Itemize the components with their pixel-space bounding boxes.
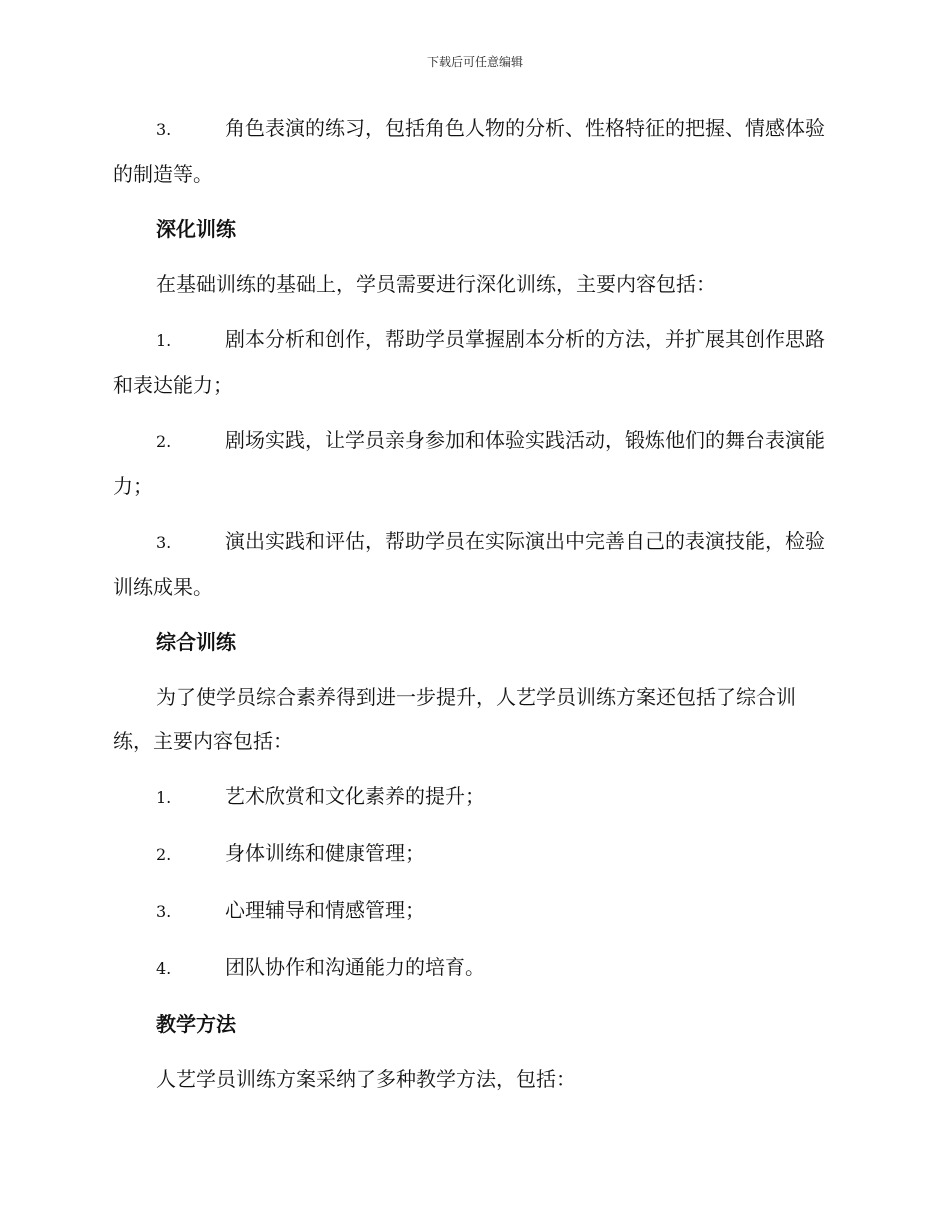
list-number: 3.	[156, 120, 172, 139]
page-header: 下载后可任意编辑	[426, 55, 523, 69]
section-heading: 深化训练	[156, 217, 236, 241]
list-item	[0, 317, 950, 407]
list-item	[0, 418, 950, 508]
list-item	[0, 519, 950, 609]
document-body	[0, 106, 950, 1112]
list-number: 1.	[156, 788, 172, 807]
list-text: 演出实践和评估，帮助学员在实际演出中完善自己的表演技能，检验训练成果。	[113, 529, 825, 599]
list-text: 角色表演的练习，包括角色人物的分析、性格特征的把握、情感体验的制造等。	[113, 116, 825, 186]
section-heading: 综合训练	[156, 630, 236, 654]
list-number: 4.	[156, 959, 172, 978]
list-text: 剧本分析和创作，帮助学员掌握剧本分析的方法，并扩展其创作思路和表达能力；	[113, 327, 825, 397]
paragraph: 人艺学员训练方案采纳了多种教学方法，包括：	[156, 1067, 576, 1091]
list-text: 心理辅导和情感管理；	[225, 898, 425, 922]
list-item	[0, 106, 950, 196]
list-number: 3.	[156, 533, 172, 552]
list-text: 艺术欣赏和文化素养的提升；	[225, 784, 485, 808]
list-number: 2.	[156, 432, 172, 451]
section-heading: 教学方法	[156, 1012, 236, 1036]
list-item	[0, 945, 950, 991]
list-text: 剧场实践，让学员亲身参加和体验实践活动，锻炼他们的舞台表演能力；	[113, 428, 825, 498]
list-item	[0, 888, 950, 934]
list-number: 2.	[156, 845, 172, 864]
list-item	[0, 774, 950, 820]
list-item	[0, 831, 950, 877]
paragraph: 为了使学员综合素养得到进一步提升，人艺学员训练方案还包括了综合训练，主要内容包括：	[113, 685, 796, 753]
list-text: 身体训练和健康管理；	[225, 841, 425, 865]
list-number: 1.	[156, 331, 172, 350]
list-text: 团队协作和沟通能力的培育。	[225, 955, 485, 979]
list-number: 3.	[156, 902, 172, 921]
paragraph: 在基础训练的基础上，学员需要进行深化训练，主要内容包括：	[156, 272, 716, 296]
